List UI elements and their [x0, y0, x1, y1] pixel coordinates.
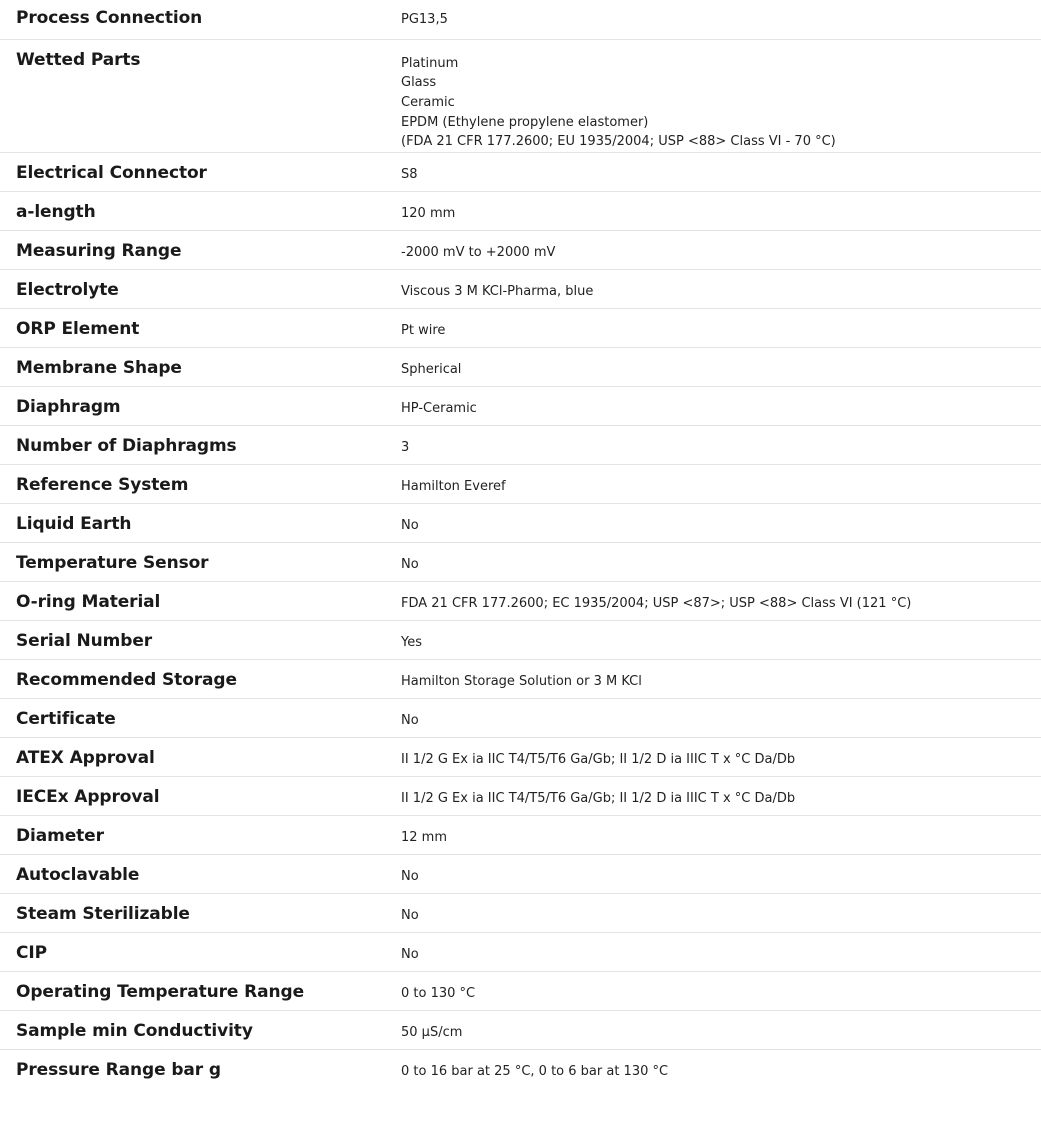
- spec-value: -2000 mV to +2000 mV: [401, 245, 556, 261]
- spec-label: a-length: [16, 202, 96, 223]
- spec-row-reference-system: [0, 465, 1041, 504]
- spec-row-cip: [0, 933, 1041, 972]
- spec-label: Diameter: [16, 826, 104, 847]
- spec-label: Measuring Range: [16, 241, 182, 262]
- spec-value-line: Platinum: [401, 55, 459, 71]
- spec-label: Process Connection: [16, 8, 203, 28]
- spec-row-measuring-range: [0, 231, 1041, 270]
- spec-row-serial-number: [0, 621, 1041, 660]
- spec-row-diameter: [0, 816, 1041, 855]
- spec-row-recommended-storage: [0, 660, 1041, 699]
- spec-value: Viscous 3 M KCl-Pharma, blue: [401, 284, 594, 300]
- spec-value: II 1/2 G Ex ia IIC T4/T5/T6 Ga/Gb; II 1/2 D ia IIIC T x °C Da/Db: [401, 791, 796, 807]
- spec-value: Hamilton Storage Solution or 3 M KCl: [401, 674, 642, 690]
- spec-value: No: [401, 518, 419, 534]
- spec-value-line: Glass: [401, 75, 437, 91]
- spec-label: CIP: [16, 943, 47, 964]
- spec-row-orp-element: [0, 309, 1041, 348]
- spec-value: No: [401, 869, 419, 885]
- spec-row-a-length: [0, 192, 1041, 231]
- spec-row-pressure-range: [0, 1050, 1041, 1089]
- spec-value: PG13,5: [401, 12, 448, 27]
- spec-label: Serial Number: [16, 631, 153, 652]
- spec-label: Reference System: [16, 475, 189, 496]
- spec-label: Number of Diaphragms: [16, 436, 237, 457]
- spec-row-atex-approval: [0, 738, 1041, 777]
- spec-label: Electrical Connector: [16, 163, 207, 184]
- spec-label: Sample min Conductivity: [16, 1021, 253, 1042]
- spec-value: 0 to 130 °C: [401, 986, 476, 1002]
- spec-row-process-connection: [0, 0, 1041, 39]
- spec-row-wetted-parts: [0, 39, 1041, 153]
- spec-label: Steam Sterilizable: [16, 904, 190, 925]
- spec-value: No: [401, 908, 419, 924]
- spec-label: Certificate: [16, 709, 116, 730]
- spec-label: Operating Temperature Range: [16, 982, 305, 1003]
- spec-value: 3: [401, 440, 410, 456]
- spec-value: FDA 21 CFR 177.2600; EC 1935/2004; USP <87>; USP <88> Class VI (121 °C): [401, 596, 912, 612]
- spec-value: 0 to 16 bar at 25 °C, 0 to 6 bar at 130 °C: [401, 1064, 669, 1080]
- spec-label: IECEx Approval: [16, 787, 160, 808]
- spec-row-diaphragm: [0, 387, 1041, 426]
- spec-row-electrical-connector: [0, 153, 1041, 192]
- spec-value: 12 mm: [401, 830, 448, 846]
- spec-label: ORP Element: [16, 319, 140, 340]
- spec-row-certificate: [0, 699, 1041, 738]
- spec-row-temperature-sensor: [0, 543, 1041, 582]
- spec-label: ATEX Approval: [16, 748, 155, 769]
- spec-label: Recommended Storage: [16, 670, 237, 691]
- spec-label: Temperature Sensor: [16, 553, 209, 574]
- spec-value-list: [401, 40, 1041, 153]
- spec-row-membrane-shape: [0, 348, 1041, 387]
- spec-value: No: [401, 713, 419, 729]
- spec-label: O-ring Material: [16, 592, 161, 613]
- spec-row-liquid-earth: [0, 504, 1041, 543]
- spec-row-steam-sterilizable: [0, 894, 1041, 933]
- spec-value-line: EPDM (Ethylene propylene elastomer): [401, 114, 649, 130]
- spec-label: Wetted Parts: [16, 49, 141, 70]
- spec-value: Yes: [401, 635, 422, 651]
- spec-row-sample-min-conductivity: [0, 1011, 1041, 1050]
- spec-value: II 1/2 G Ex ia IIC T4/T5/T6 Ga/Gb; II 1/2 D ia IIIC T x °C Da/Db: [401, 752, 796, 768]
- spec-row-electrolyte: [0, 270, 1041, 309]
- spec-row-operating-temperature-range: [0, 972, 1041, 1011]
- spec-value: Hamilton Everef: [401, 479, 506, 495]
- spec-row-number-of-diaphragms: [0, 426, 1041, 465]
- spec-value: 50 µS/cm: [401, 1025, 463, 1041]
- spec-value: Pt wire: [401, 323, 446, 339]
- spec-label: Liquid Earth: [16, 514, 132, 535]
- spec-row-autoclavable: [0, 855, 1041, 894]
- spec-value-line: Ceramic: [401, 94, 455, 110]
- spec-label: Membrane Shape: [16, 358, 182, 379]
- spec-value: S8: [401, 167, 418, 183]
- spec-value: No: [401, 947, 419, 963]
- spec-value-line: (FDA 21 CFR 177.2600; EU 1935/2004; USP <88> Class VI - 70 °C): [401, 134, 836, 150]
- spec-value: Spherical: [401, 362, 462, 378]
- spec-value: No: [401, 557, 419, 573]
- spec-label: Electrolyte: [16, 280, 119, 301]
- spec-label: Diaphragm: [16, 397, 121, 418]
- spec-label: Pressure Range bar g: [16, 1060, 221, 1081]
- spec-value: HP-Ceramic: [401, 401, 477, 417]
- spec-label: Autoclavable: [16, 865, 140, 886]
- spec-row-iecex-approval: [0, 777, 1041, 816]
- spec-value: 120 mm: [401, 206, 456, 222]
- spec-row-o-ring-material: [0, 582, 1041, 621]
